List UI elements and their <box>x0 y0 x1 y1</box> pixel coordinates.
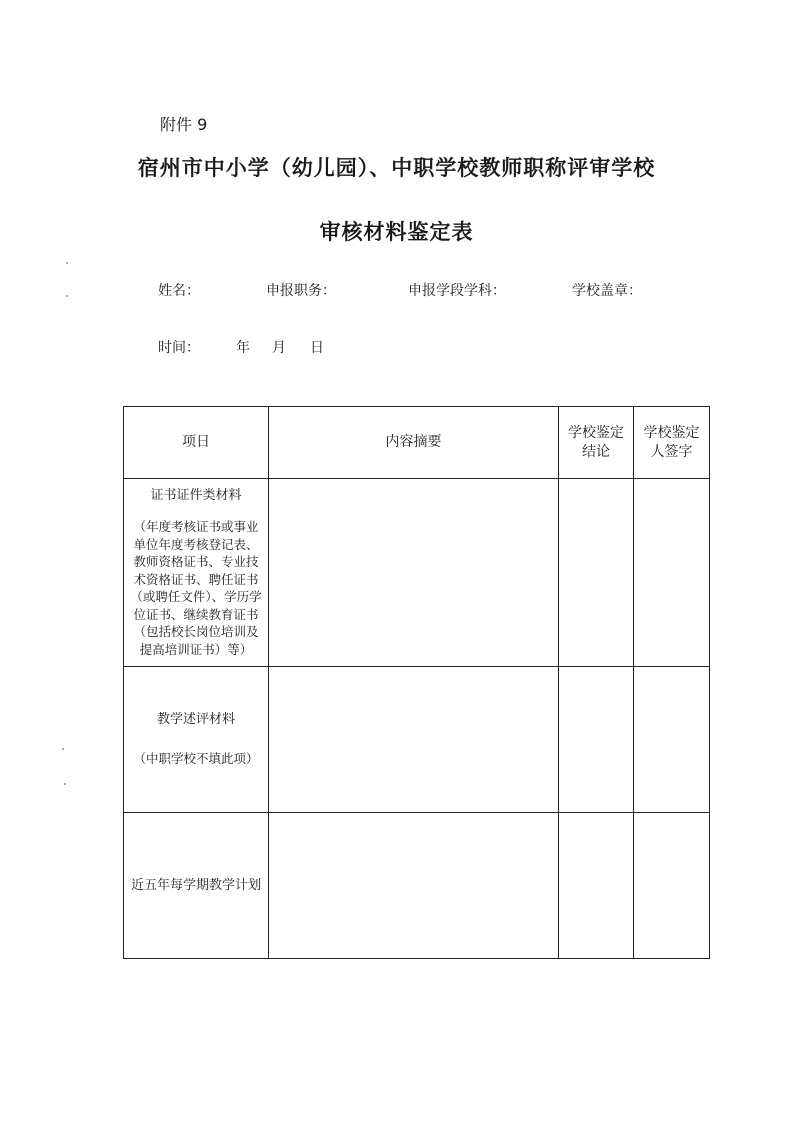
position-label: 申报职务： <box>266 283 336 299</box>
signer-cell[interactable] <box>634 479 710 667</box>
row-title: 教学述评材料 <box>156 712 235 728</box>
appraisal-table <box>123 406 710 959</box>
summary-cell[interactable] <box>269 667 559 813</box>
scan-speck <box>64 783 66 785</box>
table-header-row <box>124 407 710 479</box>
table-row <box>124 667 710 813</box>
signer-cell[interactable] <box>634 667 710 813</box>
header-conclusion: 学校鉴定结论 <box>559 407 634 479</box>
row-item-cell <box>124 813 269 959</box>
row-note: （年度考核证书或事业单位年度考核登记表、教师资格证书、专业技术资格证书、聘任证书（或聘任文件）、学历学位证书、继续教育证书（包括校长岗位培训及提高培训证书）等） <box>130 519 262 657</box>
row-item-cell <box>124 667 269 813</box>
conclusion-cell[interactable] <box>559 667 634 813</box>
header-signer: 学校鉴定人签字 <box>634 407 710 479</box>
summary-cell[interactable] <box>269 479 559 667</box>
name-label: 姓名： <box>158 283 200 299</box>
attachment-label: 附件 9 <box>160 115 208 134</box>
form-title-line1: 宿州市中小学（幼儿园）、中职学校教师职称评审学校 <box>137 156 656 180</box>
row-title: 近五年每学期教学计划 <box>130 877 261 893</box>
day-label: 日 <box>310 340 324 356</box>
time-label: 时间： <box>158 340 200 356</box>
year-label: 年 <box>236 340 250 356</box>
stage-subject-label: 申报学段学科： <box>408 283 506 299</box>
form-title-line2: 审核材料鉴定表 <box>319 220 474 244</box>
row-item-cell <box>124 479 269 667</box>
summary-cell[interactable] <box>269 813 559 959</box>
scan-speck <box>66 262 68 264</box>
scan-speck <box>66 295 68 297</box>
table-row <box>124 813 710 959</box>
school-seal-label: 学校盖章： <box>572 283 642 299</box>
table-row <box>124 479 710 667</box>
header-item: 项日 <box>124 407 269 479</box>
conclusion-cell[interactable] <box>559 813 634 959</box>
row-note: （中职学校不填此项） <box>133 750 259 766</box>
conclusion-cell[interactable] <box>559 479 634 667</box>
header-summary: 内容摘要 <box>269 407 559 479</box>
month-label: 月 <box>272 340 286 356</box>
scan-speck <box>62 748 64 750</box>
row-title: 证书证件类材料 <box>150 487 242 503</box>
signer-cell[interactable] <box>634 813 710 959</box>
